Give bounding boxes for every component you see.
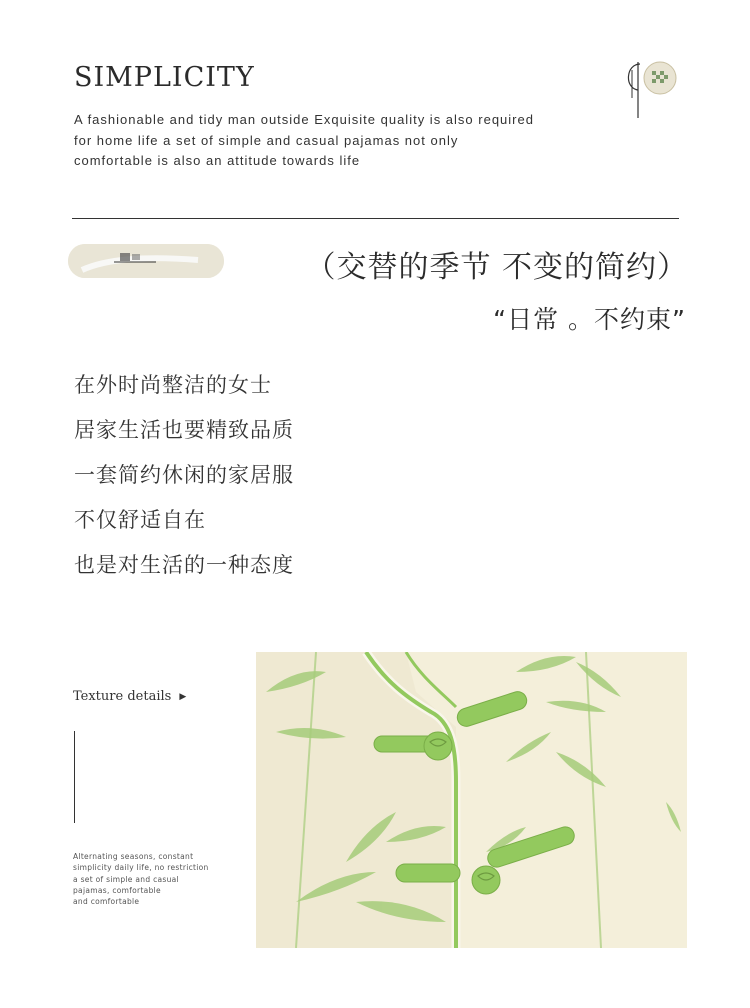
caption-line: Alternating seasons, constant	[73, 852, 194, 861]
texture-details-label	[73, 689, 186, 704]
intro-line: comfortable is also an attitude towards life	[74, 153, 361, 168]
fabric-thumbnail-icon	[68, 244, 224, 278]
divider	[72, 218, 679, 219]
intro-line: A fashionable and tidy man outside Exquisite quality is also required	[74, 112, 534, 127]
texture-caption	[73, 851, 243, 907]
poem-line: 不仅舒适自在	[74, 508, 206, 532]
season-heading: （交替的季节 不变的简约）	[305, 250, 688, 285]
caption-line: simplicity daily life, no restriction	[73, 863, 209, 873]
bamboo-circle-logo-icon	[618, 58, 682, 120]
poem-line: 居家生活也要精致品质	[74, 418, 294, 442]
poem-line: 在外时尚整洁的女士	[74, 373, 272, 397]
intro-line: for home life a set of simple and casual pajamas not only	[74, 132, 459, 148]
caption-line: pajamas, comfortable	[73, 885, 161, 895]
caption-line: a set of simple and casual	[73, 874, 179, 884]
intro-text	[74, 110, 594, 172]
page-title: SIMPLICITY	[74, 62, 255, 93]
poem-block	[74, 370, 294, 595]
vertical-rule	[74, 731, 75, 823]
poem-line: 一套简约休闲的家居服	[74, 463, 294, 487]
daily-subheading: “日常 。不约束”	[493, 305, 686, 334]
fabric-detail-photo	[256, 652, 687, 948]
caption-line: and comfortable	[73, 897, 140, 907]
triangle-right-icon: ▶	[179, 692, 187, 702]
texture-details-text: Texture details	[73, 689, 172, 704]
poem-line: 也是对生活的一种态度	[74, 553, 294, 577]
